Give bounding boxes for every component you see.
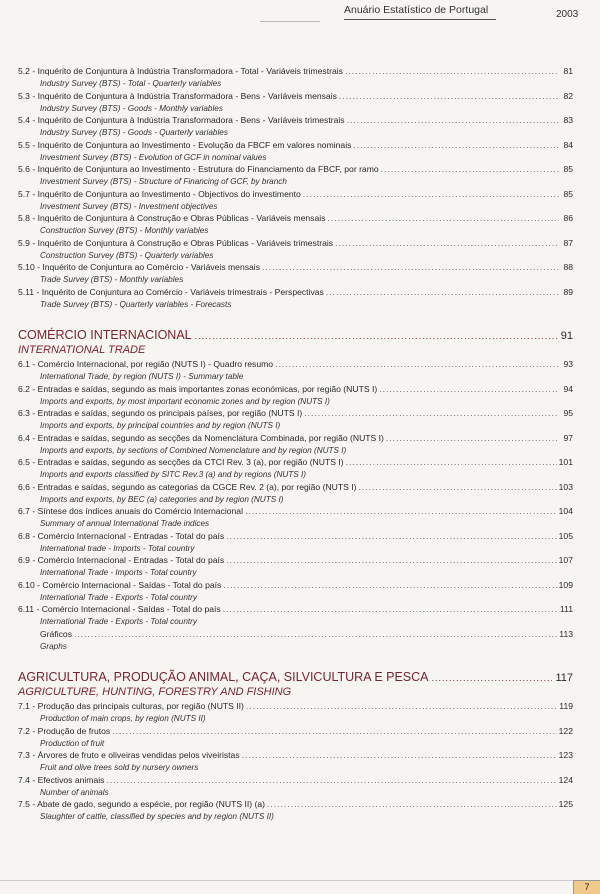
entry-subtitle: Number of animals: [40, 787, 109, 797]
entry-title: 5.4 - Inquérito de Conjuntura à Indústria Transformadora - Bens - Variáveis trimestrais: [18, 115, 345, 125]
entry-page: 97: [563, 432, 573, 443]
leader-dots: [223, 604, 558, 614]
leader-dots: [379, 384, 559, 394]
leader-dots: [262, 262, 559, 272]
entry-subtitle: International trade - Imports - Total country: [40, 543, 195, 553]
leader-dots: [242, 750, 557, 760]
entry-subtitle: Imports and exports classified by SITC Rev.3 (a) and by regions (NUTS I): [40, 470, 307, 479]
toc-entry[interactable]: [18, 384, 573, 397]
section-page: 117: [555, 672, 573, 684]
entry-subtitle: Summary of annual International Trade indices: [40, 519, 210, 528]
toc-entry[interactable]: [18, 408, 573, 421]
entry-title: 5.10 - Inquérito de Conjuntura ao Comércio - Variáveis mensais: [18, 262, 261, 272]
entry-page: 95: [563, 408, 573, 418]
entry-page: 83: [563, 115, 573, 125]
entry-title: 7.1 - Produção das principais culturas, por região (NUTS II): [18, 701, 244, 711]
entry-subtitle: International Trade - Exports - Total country: [40, 617, 197, 626]
entry-title: 6.7 - Síntese dos índices anuais do Comércio Internacional: [18, 506, 243, 516]
entry-title: 6.5 - Entradas e saídas, segundo as secções da CTCI Rev. 3 (a), por região (NUTS I): [18, 457, 344, 467]
table-of-contents: [18, 66, 573, 824]
entry-subtitle: Imports and exports, by principal countries and by region (NUTS I): [40, 421, 281, 430]
section-title: AGRICULTURA, PRODUÇÃO ANIMAL, CAÇA, SILVICULTURA E PESCA: [18, 670, 429, 684]
page-header: [0, 0, 600, 26]
toc-entry[interactable]: [18, 66, 573, 79]
entry-title: 5.2 - Inquérito de Conjuntura à Indústria Transformadora - Total - Variáveis trimestrais: [18, 66, 343, 76]
page-number-box: 7: [573, 880, 600, 894]
header-rule: [344, 19, 496, 20]
entry-title: 6.1 - Comércio Internacional, por região (NUTS I) - Quadro resumo: [18, 359, 274, 369]
toc-entry[interactable]: [18, 580, 573, 593]
footer-rule: [0, 880, 600, 881]
toc-entry[interactable]: [18, 457, 573, 470]
entry-subtitle: Slaughter of cattle, classified by species and by region (NUTS II): [40, 812, 274, 821]
leader-dots: [74, 629, 557, 639]
leader-dots: [226, 531, 556, 541]
entry-page: 125: [558, 799, 573, 809]
leader-dots: [267, 799, 557, 809]
leader-dots: [347, 115, 559, 125]
entry-title: 5.11 - Inquérito de Conjuntura ao Comércio - Variáveis trimestrais - Perspectivas: [18, 286, 324, 297]
toc-entry[interactable]: [18, 482, 573, 495]
entry-title: 7.4 - Efectivos animais: [18, 774, 105, 785]
entry-title: 6.10 - Comércio Internacional - Saídas - Total do país: [18, 579, 222, 590]
entry-title: 7.3 - Árvores de fruto e oliveiras vendidas pelos viveiristas: [18, 750, 240, 760]
entry-title: 6.11 - Comércio Internacional - Saídas - Total do país: [18, 604, 221, 614]
leader-dots: [195, 331, 558, 341]
section-title: COMÉRCIO INTERNACIONAL: [18, 328, 192, 342]
toc-entry[interactable]: [18, 140, 573, 153]
toc-entry[interactable]: [18, 213, 573, 226]
entry-subtitle: International Trade, by region (NUTS I) - Summary table: [40, 372, 244, 381]
toc-entry[interactable]: [18, 506, 573, 519]
entry-subtitle: Production of main crops, by region (NUTS II): [40, 714, 206, 723]
toc-entry[interactable]: [18, 189, 573, 202]
leader-dots: [346, 457, 557, 467]
leader-dots: [275, 359, 559, 369]
leader-dots: [245, 506, 557, 516]
entry-subtitle: Industry Survey (BTS) - Goods - Monthly variables: [40, 103, 223, 113]
entry-page: 104: [558, 506, 573, 516]
entry-subtitle: Imports and exports, by most important economic zones and by region (NUTS I): [40, 396, 330, 406]
leader-dots: [226, 555, 556, 565]
toc-entry[interactable]: [18, 115, 573, 128]
leader-dots: [432, 673, 553, 683]
entry-page: 105: [558, 530, 573, 541]
leader-dots: [345, 66, 559, 76]
entry-title: 5.9 - Inquérito de Conjuntura à Construção e Obras Públicas - Variáveis trimestrais: [18, 237, 334, 248]
entry-title: 5.6 - Inquérito de Conjuntura ao Investimento - Estrutura do Financiamento da FBCF, por ramo: [18, 164, 379, 174]
entry-title: 6.9 - Comércio Internacional - Entradas - Total do país: [18, 555, 225, 565]
entry-subtitle: Trade Survey (BTS) - Monthly variables: [40, 275, 184, 284]
entry-page: 82: [563, 90, 573, 101]
entry-subtitle: Construction Survey (BTS) - Monthly variables: [40, 226, 209, 235]
leader-dots: [339, 91, 559, 101]
entry-subtitle: Industry Survey (BTS) - Total - Quarterly variables: [40, 79, 222, 88]
entry-page: 86: [563, 213, 573, 223]
entry-page: 111: [559, 604, 573, 614]
leader-dots: [386, 433, 559, 443]
entry-title: 7.5 - Abate de gado, segundo a espécie, por região (NUTS II) (a): [18, 799, 265, 809]
section-heading-7[interactable]: [18, 670, 573, 686]
entry-title: 5.3 - Inquérito de Conjuntura à Indústria Transformadora - Bens - Variáveis mensais: [18, 90, 337, 101]
entry-title: 6.4 - Entradas e saídas, segundo as secções da Nomenclatura Combinada, por região (NUTS I): [18, 432, 384, 443]
entry-page: 93: [563, 359, 573, 369]
toc-entry[interactable]: [18, 799, 573, 812]
toc-group-7: [18, 701, 573, 824]
header-short-rule: [260, 21, 320, 22]
leader-dots: [303, 189, 559, 199]
section-subtitle-6: INTERNATIONAL TRADE: [18, 344, 146, 356]
entry-page: 94: [563, 383, 573, 394]
entry-page: 107: [558, 555, 573, 565]
entry-subtitle: Investment Survey (BTS) - Investment objectives: [40, 201, 218, 211]
toc-entry[interactable]: [18, 750, 573, 763]
section-heading-6[interactable]: [18, 328, 573, 344]
entry-page: 101: [558, 457, 573, 467]
leader-dots: [327, 213, 559, 223]
leader-dots: [223, 580, 556, 590]
entry-title: 6.3 - Entradas e saídas, segundo os principais países, por região (NUTS I): [18, 408, 303, 418]
header-year: 2003: [556, 9, 579, 20]
header-title: Anuário Estatístico de Portugal: [344, 4, 489, 16]
entry-title: Gráficos: [40, 628, 72, 639]
entry-subtitle: Graphs: [40, 641, 67, 651]
entry-title: 5.8 - Inquérito de Conjuntura à Construção e Obras Públicas - Variáveis mensais: [18, 213, 326, 223]
toc-entry[interactable]: [18, 359, 573, 372]
leader-dots: [359, 482, 557, 492]
toc-group-5: [18, 66, 573, 311]
entry-subtitle: Industry Survey (BTS) - Goods - Quarterly variables: [40, 128, 228, 137]
entry-subtitle: Construction Survey (BTS) - Quarterly variables: [40, 250, 214, 260]
entry-subtitle: International Trade - Exports - Total country: [40, 592, 197, 602]
entry-page: 124: [558, 774, 573, 785]
entry-page: 88: [563, 262, 573, 272]
toc-entry[interactable]: [18, 262, 573, 275]
entry-subtitle: Fruit and olive trees sold by nursery owners: [40, 763, 199, 772]
entry-page: 85: [563, 164, 573, 174]
toc-entry[interactable]: [18, 433, 573, 446]
toc-entry-graphs[interactable]: [18, 629, 573, 642]
section-subtitle-7: AGRICULTURE, HUNTING, FORESTRY AND FISHING: [18, 686, 292, 698]
leader-dots: [335, 238, 559, 248]
leader-dots: [106, 775, 556, 785]
toc-entry[interactable]: [18, 555, 573, 568]
toc-group-6: [18, 359, 573, 629]
entry-page: 87: [563, 237, 573, 248]
entry-title: 6.8 - Comércio Internacional - Entradas - Total do país: [18, 530, 225, 541]
entry-subtitle: Trade Survey (BTS) - Quarterly variables - Forecasts: [40, 299, 232, 309]
entry-subtitle: Imports and exports, by sections of Combined Nomenclature and by region (NUTS I): [40, 445, 347, 455]
leader-dots: [112, 726, 556, 736]
entry-page: 113: [559, 628, 573, 639]
entry-page: 123: [558, 750, 573, 760]
leader-dots: [381, 164, 559, 174]
toc-entry[interactable]: [18, 775, 573, 788]
toc-entry[interactable]: [18, 164, 573, 177]
toc-entry[interactable]: [18, 531, 573, 544]
entry-page: 89: [563, 286, 573, 297]
toc-entry[interactable]: [18, 238, 573, 251]
entry-title: 6.6 - Entradas e saídas, segundo as categorias da CGCE Rev. 2 (a), por região (NUTS I): [18, 481, 357, 492]
leader-dots: [353, 140, 559, 150]
entry-page: 84: [563, 139, 573, 150]
entry-subtitle: Investment Survey (BTS) - Evolution of GCF in nominal values: [40, 152, 267, 162]
entry-subtitle: Production of fruit: [40, 738, 105, 748]
leader-dots: [304, 408, 559, 418]
entry-page: 103: [558, 481, 573, 492]
entry-title: 5.5 - Inquérito de Conjuntura ao Investimento - Evolução da FBCF em valores nominais: [18, 139, 352, 150]
toc-entry[interactable]: [18, 701, 573, 714]
section-page: 91: [560, 330, 573, 342]
toc-entry[interactable]: [18, 91, 573, 104]
entry-subtitle: Imports and exports, by BEC (a) categories and by region (NUTS I): [40, 494, 284, 504]
toc-entry[interactable]: [18, 604, 573, 617]
entry-subtitle: Investment Survey (BTS) - Structure of Financing of GCF, by branch: [40, 177, 287, 186]
toc-entry[interactable]: [18, 726, 573, 739]
entry-page: 85: [563, 188, 573, 199]
entry-page: 119: [559, 701, 573, 711]
entry-title: 7.2 - Produção de frutos: [18, 725, 111, 736]
entry-page: 122: [558, 725, 573, 736]
entry-title: 6.2 - Entradas e saídas, segundo as mais importantes zonas económicas, por região (NUTS I): [18, 383, 378, 394]
toc-entry[interactable]: [18, 287, 573, 300]
entry-page: 81: [563, 66, 573, 76]
leader-dots: [246, 701, 557, 711]
entry-page: 109: [558, 579, 573, 590]
leader-dots: [326, 287, 559, 297]
entry-subtitle: International Trade - Imports - Total country: [40, 568, 197, 577]
entry-title: 5.7 - Inquérito de Conjuntura ao Investimento - Objectivos do investimento: [18, 188, 301, 199]
